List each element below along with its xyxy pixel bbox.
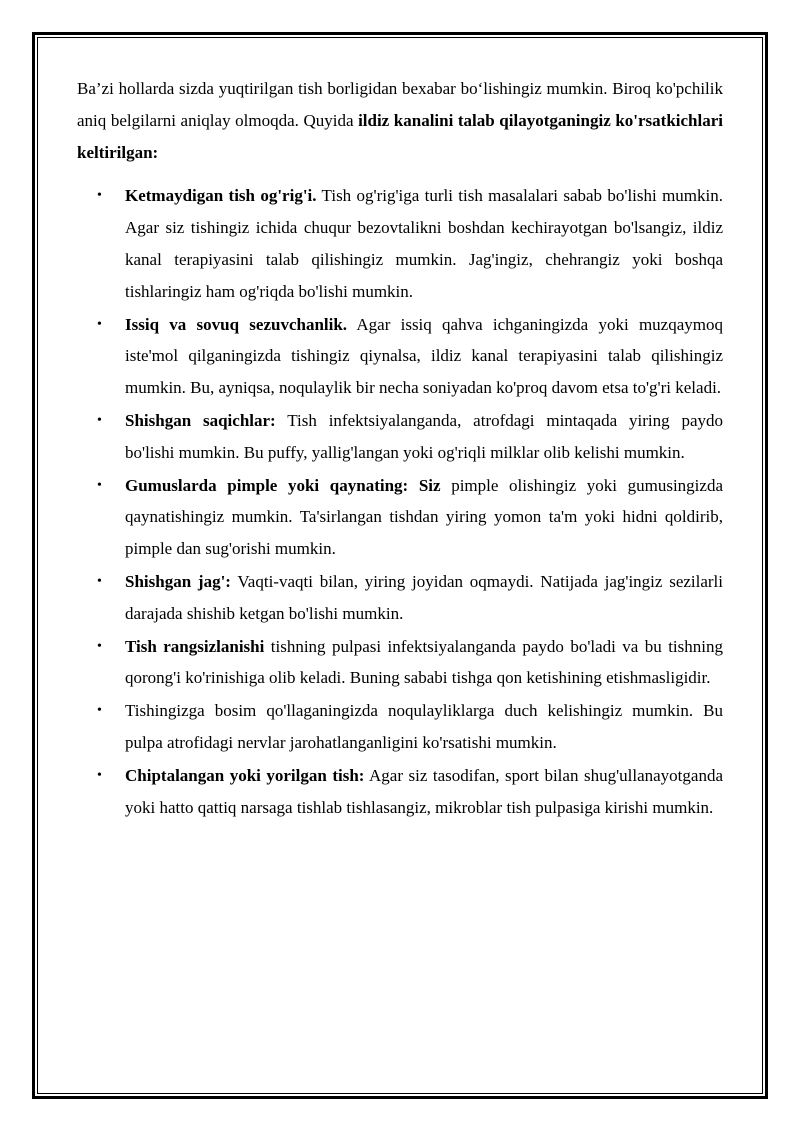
document-body: [77, 73, 723, 824]
intro-paragraph: [77, 73, 723, 168]
item-text: pimple olishingiz yoki gumusingizda qaynatishingiz mumkin. Ta'sirlangan tishdan yiring yomon ta'm yoki hidni qoldirib, pimple dan sug'orishi mumkin.: [125, 475, 723, 559]
list-item: [77, 470, 723, 565]
bullet-icon: •: [97, 638, 102, 654]
bullet-icon: •: [97, 767, 102, 783]
bullet-icon: •: [97, 703, 102, 719]
symptom-list: [77, 180, 723, 823]
list-item: [77, 566, 723, 630]
intro-text: Ba’zi hollarda sizda yuqtirilgan tish borligidan bexabar bo‘lishingiz mumkin. Biroq ko'pchilik aniq belgilarni aniqlay olmoqda. Quyida: [77, 79, 723, 130]
bullet-icon: •: [97, 573, 102, 589]
item-text: Agar issiq qahva ichganingizda yoki muzqaymoq iste'mol qilganingizda tishingiz qiynalsa, ildiz kanal terapiyasini talab qilishingiz mumkin. Bu, ayniqsa, noqulaylik bir necha soniyadan ko'proq davom etsa to'g'ri keladi.: [125, 314, 723, 398]
item-bold-text: Tish rangsizlanishi: [125, 636, 265, 656]
item-bold-text: Issiq va sovuq sezuvchanlik.: [125, 314, 348, 334]
item-text: Tish og'rig'iga turli tish masalalari sabab bo'lishi mumkin. Agar siz tishingiz ichida chuqur bezovtalikni boshdan kechirayotgan bo'lsangiz, ildiz kanal terapiyasini talab qilishingiz mumkin. Jag'ingiz, chehrangiz yoki boshqa tishlaringiz ham og'riqda bo'lishi mumkin.: [125, 186, 723, 301]
item-bold-text: Ketmaydigan tish og'rig'i.: [125, 186, 317, 206]
list-item: [77, 180, 723, 307]
item-text: Vaqti-vaqti bilan, yiring joyidan oqmaydi. Natijada jag'ingiz sezilarli darajada shishib ketgan bo'lishi mumkin.: [125, 571, 724, 623]
item-text: Tish infektsiyalanganda, atrofdagi mintaqada yiring paydo bo'lishi mumkin. Bu puffy, yallig'langan yoki og'riqli milklar olib kelishi mumkin.: [125, 410, 723, 462]
list-item: [77, 695, 723, 759]
bullet-icon: •: [97, 477, 102, 493]
bullet-icon: •: [97, 412, 102, 428]
item-text: Tishingizga bosim qo'llaganingizda noqulayliklarga duch kelishingiz mumkin. Bu pulpa atrofidagi nervlar jarohatlanganligini ko'rsatishi mumkin.: [125, 701, 723, 752]
item-bold-text: Gumuslarda pimple yoki qaynating: Siz: [125, 475, 441, 495]
item-text: Agar siz tasodifan, sport bilan shug'ullanayotganda yoki hatto qattiq narsaga tishlab tishlasangiz, mikroblar tish pulpasiga kirishi mumkin.: [125, 765, 723, 817]
list-item: [77, 309, 723, 404]
bullet-icon: •: [97, 188, 102, 204]
item-bold-text: Shishgan jag':: [125, 571, 231, 591]
list-item: [77, 405, 723, 469]
intro-bold-text: ildiz kanalini talab qilayotganingiz ko'rsatkichlari keltirilgan:: [77, 110, 723, 162]
item-text: tishning pulpasi infektsiyalanganda paydo bo'ladi va bu tishning qorong'i ko'rinishiga olib keladi. Buning sababi tishga qon ketishining etishmasligidir.: [125, 636, 723, 688]
list-item: [77, 631, 723, 695]
item-bold-text: Chiptalangan yoki yorilgan tish:: [125, 765, 365, 785]
bullet-icon: •: [97, 316, 102, 332]
item-bold-text: Shishgan saqichlar:: [125, 410, 276, 430]
list-item: [77, 760, 723, 824]
